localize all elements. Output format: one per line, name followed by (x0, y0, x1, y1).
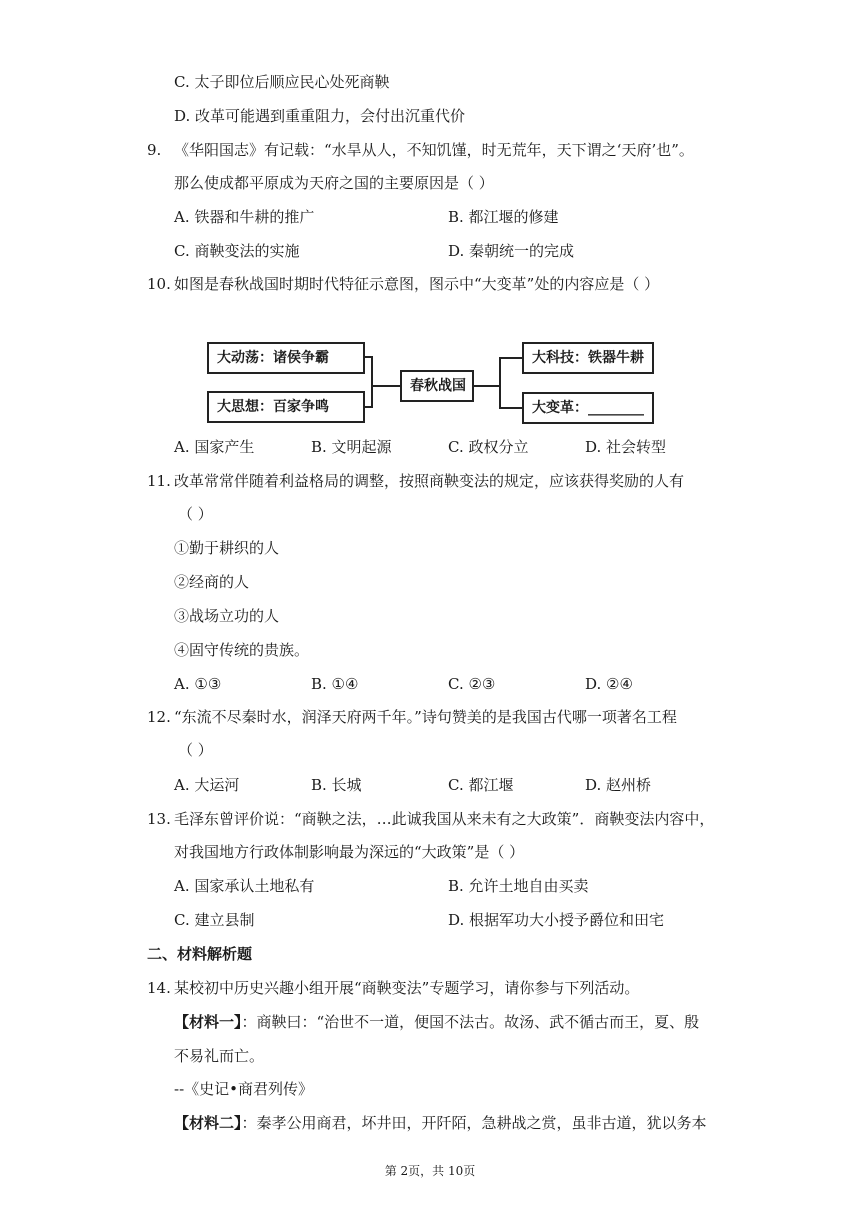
q13-option-c: C. 建立县制 (174, 911, 255, 929)
q13-option-a: A. 国家承认土地私有 (174, 877, 315, 895)
q14-number: 14. (147, 979, 171, 997)
q12-stem-line1: “东流不尽秦时水，润泽天府两千年。”诗句赞美的是我国古代哪一项著名工程 (174, 708, 677, 726)
diagram-box-era: 春秋战国 (400, 370, 474, 402)
q11-option-a: A. ①③ (174, 675, 222, 693)
q9-option-c: C. 商鞅变法的实施 (174, 242, 300, 260)
q14-stem-line1: 某校初中历史兴趣小组开展“商鞅变法”专题学习，请你参与下列活动。 (174, 979, 640, 997)
q12-option-c: C. 都江堰 (448, 776, 514, 794)
q10-option-a: A. 国家产生 (174, 438, 255, 456)
q11-item-1: ①勤于耕织的人 (174, 539, 280, 557)
diagram-box-turmoil: 大动荡：诸侯争霸 (207, 342, 365, 374)
q9-option-b: B. 都江堰的修建 (448, 208, 559, 226)
q11-number: 11. (147, 472, 171, 490)
diagram-box-thought: 大思想：百家争鸣 (207, 391, 365, 423)
q13-option-d: D. 根据军功大小授予爵位和田宅 (448, 911, 665, 929)
q10-option-c: C. 政权分立 (448, 438, 529, 456)
q12-option-b: B. 长城 (311, 776, 362, 794)
q12-option-a: A. 大运河 (174, 776, 240, 794)
diagram-box-reform: 大变革：________ (522, 392, 654, 424)
q11-option-b: B. ①④ (311, 675, 359, 693)
material-2-text: ：秦孝公用商君，坏井田，开阡陌，急耕战之赏，虽非古道，犹以务本 (241, 1114, 707, 1132)
q8-option-d: D. 改革可能遇到重重阻力，会付出沉重代价 (174, 107, 466, 125)
q10-option-d: D. 社会转型 (585, 438, 667, 456)
q13-option-b: B. 允许土地自由买卖 (448, 877, 589, 895)
q12-stem-line2: （ ） (178, 741, 213, 759)
q11-item-2: ②经商的人 (174, 573, 250, 591)
material-1-label: 【材料一】 (174, 1013, 242, 1031)
material-1-text: ：商鞅曰：“治世不一道，便国不法古。故汤、武不循古而王，夏、殷 (241, 1013, 700, 1031)
q11-option-d: D. ②④ (585, 675, 633, 693)
q10-option-b: B. 文明起源 (311, 438, 392, 456)
q9-option-d: D. 秦朝统一的完成 (448, 242, 575, 260)
q9-stem-line2: 那么使成都平原成为天府之国的主要原因是（ ） (174, 174, 494, 192)
q9-stem-line1: 《华阳国志》有记载：“水旱从人，不知饥馑，时无荒年，天下谓之‘天府’也”。 (174, 141, 694, 159)
q14-material-1-source: --《史记•商君列传》 (174, 1080, 313, 1098)
q12-option-d: D. 赵州桥 (585, 776, 652, 794)
q9-option-a: A. 铁器和牛耕的推广 (174, 208, 315, 226)
q14-material-1-line2: 不易礼而亡。 (174, 1047, 265, 1065)
q11-stem-line2: （ ） (178, 505, 213, 523)
q13-stem-line2: 对我国地方行政体制影响最为深远的“大政策”是（ ） (174, 843, 525, 861)
page-number-footer: 第 2页，共 10页 (384, 1164, 476, 1178)
q11-stem-line1: 改革常常伴随着利益格局的调整，按照商鞅变法的规定，应该获得奖励的人有 (174, 472, 685, 490)
q11-option-c: C. ②③ (448, 675, 496, 693)
diagram-box-technology: 大科技：铁器牛耕 (522, 342, 654, 374)
q13-number: 13. (147, 810, 171, 828)
q13-stem-line1: 毛泽东曾评价说：“商鞅之法，…此诚我国从来未有之大政策”．商鞅变法内容中， (174, 810, 715, 828)
q12-number: 12. (147, 708, 171, 726)
q11-item-3: ③战场立功的人 (174, 607, 280, 625)
section-title: 二、材料解析题 (147, 945, 253, 963)
material-2-label: 【材料二】 (174, 1114, 242, 1132)
q14-material-1-line1 (174, 1012, 699, 1032)
q11-item-4: ④固守传统的贵族。 (174, 641, 310, 659)
q8-option-c: C. 太子即位后顺应民心处死商鞅 (174, 73, 390, 91)
q10-number: 10. (147, 275, 171, 293)
q9-number: 9. (147, 141, 162, 159)
q10-stem-line1: 如图是春秋战国时期时代特征示意图，图示中“大变革”处的内容应是（ ） (174, 275, 660, 293)
q14-material-2-line1 (174, 1113, 707, 1133)
